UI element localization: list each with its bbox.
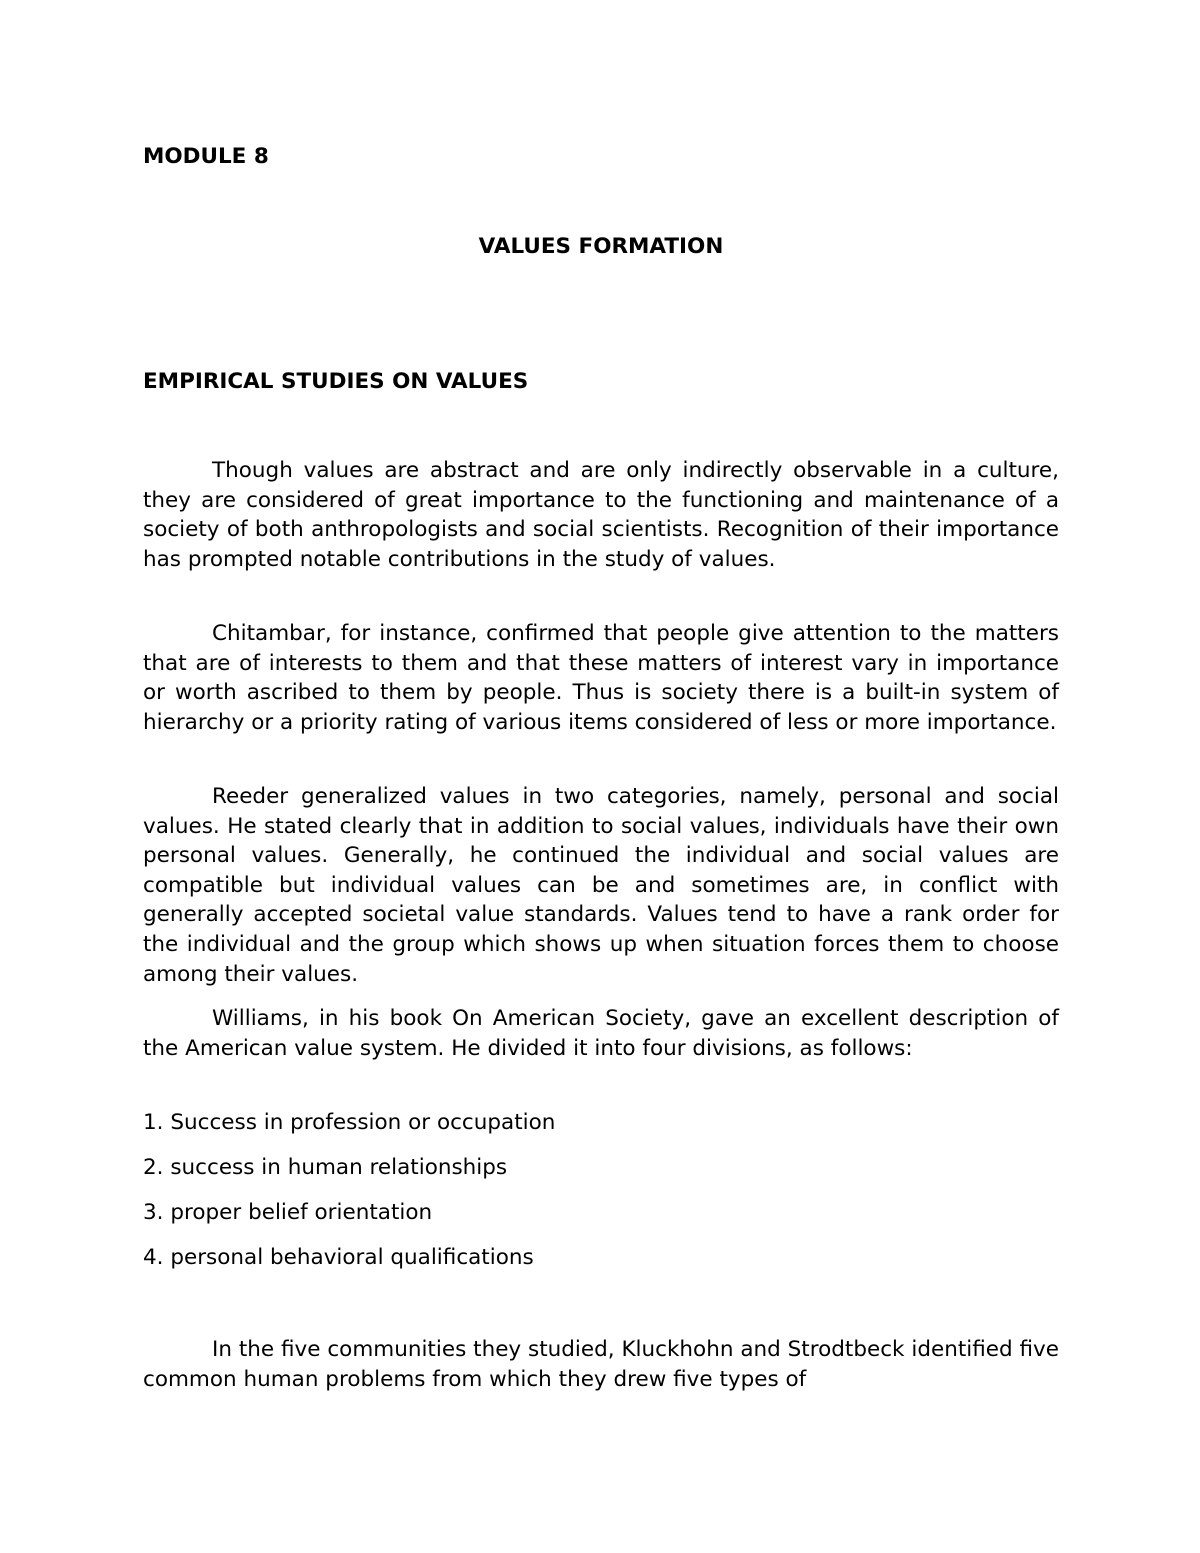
document-title: VALUES FORMATION bbox=[478, 234, 724, 259]
list-item: 3. proper belief orientation bbox=[143, 1200, 433, 1225]
list-item: 4. personal behavioral qualifications bbox=[143, 1245, 534, 1270]
paragraph-kluckhohn: In the five communities they studied, Kluckhohn and Strodtbeck identified five common human problems from which they drew five types of bbox=[143, 1337, 1059, 1392]
list-item: 1. Success in profession or occupation bbox=[143, 1110, 556, 1135]
list-item: 2. success in human relationships bbox=[143, 1155, 508, 1180]
module-label: MODULE 8 bbox=[143, 144, 269, 169]
paragraph-williams: Williams, in his book On American Society, gave an excellent description of the American value system. He divided it into four divisions, as follows: bbox=[143, 1006, 1059, 1061]
paragraph-reeder: Reeder generalized values in two categories, namely, personal and social values. He stated clearly that in addition to social values, individuals have their own personal values. Generally, he continued the individual and social values are compatible but individual values can be and sometimes are, in conflict with generally accepted societal value standards. Values tend to have a rank order for the individual and the group which shows up when situation forces them to choose among their values. bbox=[143, 784, 1059, 987]
paragraph-intro: Though values are abstract and are only indirectly observable in a culture, they are considered of great importance to the functioning and maintenance of a society of both anthropologists and social scientists. Recognition of their importance has prompted notable contributions in the study of values. bbox=[143, 458, 1059, 572]
paragraph-chitambar: Chitambar, for instance, confirmed that people give attention to the matters that are of interests to them and that these matters of interest vary in importance or worth ascribed to them by people. Thus is society there is a built-in system of hierarchy or a priority rating of various items considered of less or more importance. bbox=[143, 621, 1059, 735]
section-heading: EMPIRICAL STUDIES ON VALUES bbox=[143, 369, 529, 394]
